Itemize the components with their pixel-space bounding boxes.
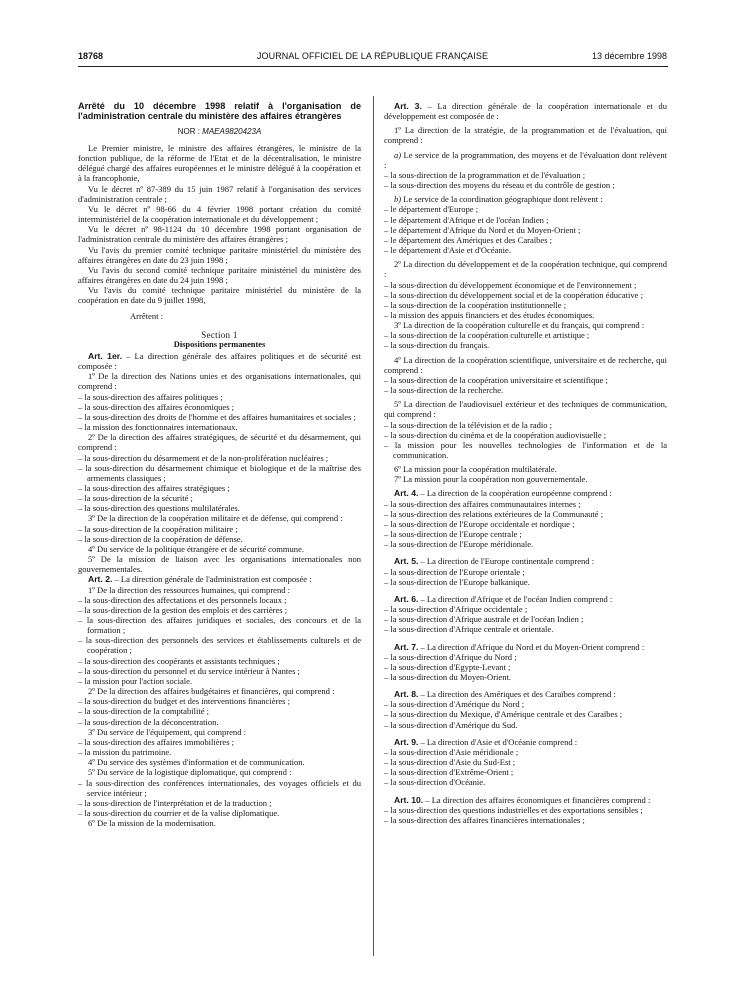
article-1-list-1 <box>78 392 361 433</box>
list-item: – la sous-direction du Mexique, d'Amérique centrale et des Caraïbes ; <box>384 709 667 719</box>
article-3-item-4: 4º La direction de la coopération scientifique, universitaire et de recherche, qui comprend : <box>384 354 667 375</box>
article-7-text: – La direction d'Afrique du Nord et du Moyen-Orient comprend : <box>418 641 645 652</box>
list-item: – la sous-direction d'Océanie. <box>384 777 667 787</box>
article-5-label: Art. 5. <box>394 556 419 567</box>
article-1-item-1: 1º De la direction des Nations unies et des organisations internationales, qui comprend : <box>78 371 361 392</box>
list-item: – la sous-direction des droits de l'homme et des affaires humanitaires et sociales ; <box>78 412 361 422</box>
list-item: – la sous-direction d'Amérique du Sud. <box>384 720 667 730</box>
list-item: – la sous-direction des affaires juridiques et sociales, des concours et de la formation ; <box>78 615 361 635</box>
preamble-paragraph: Vu l'avis du premier comité technique paritaire ministériel du ministère des affaires étrangères en date du 23 juin 1998 ; <box>78 244 361 265</box>
list-item: – la sous-direction d'Asie méridionale ; <box>384 747 667 757</box>
nor-reference <box>78 127 361 137</box>
article-6-intro <box>384 594 667 604</box>
list-item: – la sous-direction d'Egypte-Levant ; <box>384 662 667 672</box>
list-item: – la mission pour les nouvelles technologies de l'information et de la communication. <box>384 440 667 460</box>
article-1-intro <box>78 351 361 371</box>
list-item: – la sous-direction des conférences internationales, des voyages officiels et du service intérieur ; <box>78 778 361 798</box>
left-column <box>78 101 361 828</box>
article-2-list-3 <box>78 737 361 757</box>
article-2-item-6: 6º De la mission de la modernisation. <box>88 818 216 829</box>
preamble-paragraph: Vu le décret nº 98-66 du 4 février 1998 portant création du comité interministériel de la coopération internationale et du développement ; <box>78 203 361 225</box>
list-item: – la sous-direction de l'Europe orientale ; <box>384 567 667 577</box>
article-3-item-5: 5º La direction de l'audiovisuel extérieur et des techniques de communication, qui comprend : <box>384 399 667 420</box>
list-item: – la sous-direction des relations extérieures de la Communauté ; <box>384 509 667 519</box>
article-4-text: – La direction de la coopération européenne comprend : <box>418 488 612 499</box>
article-8-text: – La direction des Amériques et des Caraïbes comprend : <box>418 689 616 700</box>
preamble-paragraph: Le Premier ministre, le ministre des affaires étrangères, le ministre de la fonction publique, de la réforme de l'Etat et de la décentralisation, le ministre délégué chargé des affaires européennes et le ministre délégué à la coopération et à la francophonie, <box>78 142 361 184</box>
article-8-label: Art. 8. <box>394 689 419 700</box>
article-10-intro <box>384 795 667 805</box>
list-item: – la sous-direction de la recherche. <box>384 385 667 395</box>
list-item: – la sous-direction de la déconcentration. <box>78 717 361 727</box>
article-9-list <box>384 747 667 788</box>
list-item: – la sous-direction de la programmation et de l'évaluation ; <box>384 170 667 180</box>
article-3-list-4 <box>384 375 667 395</box>
list-item: – le département d'Asie et d'Océanie. <box>384 245 667 255</box>
article-7-list <box>384 652 667 682</box>
nor-value: MAEA9820423A <box>202 126 262 136</box>
list-item: – la sous-direction de la coopération culturelle et artistique ; <box>384 330 667 340</box>
article-1-label: Art. 1er. <box>88 350 123 361</box>
list-item: – la mission pour l'action sociale. <box>78 676 361 686</box>
journal-title: JOURNAL OFFICIEL DE LA RÉPUBLIQUE FRANÇAISE <box>256 51 489 61</box>
list-item: – la sous-direction de la gestion des emplois et des carrières ; <box>78 605 361 615</box>
arretent: Arrêtent : <box>130 311 163 322</box>
list-item: – la sous-direction d'Afrique australe et de l'océan Indien ; <box>384 614 667 624</box>
article-6-text: – La direction d'Afrique et de l'océan Indien comprend : <box>418 593 613 604</box>
header-rule <box>78 66 668 67</box>
list-item: – la sous-direction de l'Europe centrale ; <box>384 529 667 539</box>
list-item: – le département d'Europe ; <box>384 204 667 214</box>
article-2-list-2 <box>78 696 361 726</box>
article-2-text: – La direction générale de l'administration est composée : <box>112 574 312 585</box>
article-1-item-4: 4º Du service de la politique étrangère et de sécurité commune. <box>88 543 304 554</box>
article-1-text: – La direction générale des affaires politiques et de sécurité est composée : <box>78 350 361 372</box>
article-4-list <box>384 499 667 550</box>
list-item: – la sous-direction de la télévision et de la radio ; <box>384 420 667 430</box>
list-item: – la mission des appuis financiers et des études économiques. <box>384 310 667 320</box>
list-item: – la sous-direction de la coopération universitaire et scientifique ; <box>384 375 667 385</box>
article-7-label: Art. 7. <box>394 641 419 652</box>
preamble <box>78 143 361 306</box>
article-3-item-3: 3º La direction de la coopération culturelle et du français, qui comprend : <box>394 320 645 331</box>
list-item: – la sous-direction de la coopération institutionnelle ; <box>384 300 667 310</box>
article-3-list-a <box>384 170 667 190</box>
decree-title: Arrêté du 10 décembre 1998 relatif à l'organisation de l'administration centrale du ministère des affaires étrangères <box>78 101 361 122</box>
article-2-label: Art. 2. <box>88 574 113 585</box>
list-item: – la sous-direction du personnel et du service intérieur à Nantes ; <box>78 666 361 676</box>
article-3-item-1: 1º La direction de la stratégie, de la programmation et de l'évaluation, qui comprend : <box>384 125 667 146</box>
list-item: – la sous-direction du courrier et de la valise diplomatique. <box>78 808 361 818</box>
preamble-paragraph: Vu le décret nº 98-1124 du 10 décembre 1998 portant organisation de l'administration centrale du ministère des affaires étrangères ; <box>78 224 361 245</box>
section-title: Dispositions permanentes <box>173 339 266 349</box>
article-3-item-6: 6º La mission pour la coopération multilatérale. <box>394 464 557 475</box>
article-2-item-1: 1º De la direction des ressources humaines, qui comprend : <box>88 584 291 595</box>
article-9-label: Art. 9. <box>394 736 419 747</box>
article-9-intro <box>384 737 667 747</box>
sub-a-letter: a) <box>394 149 402 160</box>
list-item: – la sous-direction des personnels des services et établissements culturels et de coopération ; <box>78 635 361 655</box>
article-8-list <box>384 699 667 729</box>
article-5-text: – La direction de l'Europe continentale comprend : <box>418 556 595 567</box>
list-item: – le département d'Afrique et de l'océan Indien ; <box>384 215 667 225</box>
column-divider <box>373 96 374 956</box>
list-item: – la mission des fonctionnaires internationaux. <box>78 422 361 432</box>
article-1-item-5: 5º De la mission de liaison avec les organisations internationales non gouvernementales. <box>78 554 361 575</box>
list-item: – le département des Amériques et des Caraïbes ; <box>384 235 667 245</box>
list-item: – la sous-direction du désarmement et de la non-prolifération nucléaires ; <box>78 453 361 463</box>
article-5-intro <box>384 556 667 566</box>
preamble-paragraph: Vu le décret nº 87-389 du 15 juin 1987 relatif à l'organisation des services d'administration centrale ; <box>78 183 361 204</box>
article-3-item-2: 2º La direction du développement et de la coopération technique, qui comprend : <box>384 259 667 280</box>
list-item: – la sous-direction de la coopération de défense. <box>78 534 361 544</box>
list-item: – la sous-direction du cinéma et de la coopération audiovisuelle ; <box>384 430 667 440</box>
article-5-list <box>384 567 667 587</box>
sub-b-letter: b) <box>394 194 402 205</box>
list-item: – la sous-direction de la sécurité ; <box>78 493 361 503</box>
list-item: – la sous-direction de la comptabilité ; <box>78 706 361 716</box>
list-item: – la sous-direction des affaires communautaires internes ; <box>384 499 667 509</box>
list-item: – la sous-direction d'Afrique du Nord ; <box>384 652 667 662</box>
article-1-list-3 <box>78 524 361 544</box>
right-column <box>384 101 667 825</box>
list-item: – la sous-direction d'Afrique occidentale ; <box>384 604 667 614</box>
article-3-label: Art. 3. <box>394 101 422 111</box>
article-1-item-2: 2º De la direction des affaires stratégiques, de sécurité et du désarmement, qui comprend : <box>78 432 361 453</box>
article-1-item-3: 3º De la direction de la coopération militaire et de défense, qui comprend : <box>88 513 343 524</box>
article-3-sub-b <box>384 194 667 204</box>
article-1-list-2 <box>78 453 361 514</box>
list-item: – la sous-direction des affaires stratégiques ; <box>78 483 361 493</box>
article-10-list <box>384 805 667 825</box>
article-3-item-7: 7º La mission pour la coopération non gouvernementale. <box>394 474 588 485</box>
page-number: 18768 <box>78 51 104 61</box>
article-2-intro <box>78 574 361 584</box>
article-3-list-5 <box>384 420 667 461</box>
article-3-intro <box>384 101 667 121</box>
list-item: – la sous-direction des questions multilatérales. <box>78 503 361 513</box>
list-item: – le département d'Afrique du Nord et du Moyen-Orient ; <box>384 225 667 235</box>
list-item: – la sous-direction du développement économique et de l'environnement ; <box>384 280 667 290</box>
article-6-list <box>384 604 667 634</box>
sub-a-text: Le service de la programmation, des moyens et de l'évaluation dont relèvent : <box>384 149 667 170</box>
list-item: – la sous-direction d'Extrême-Orient ; <box>384 767 667 777</box>
page-header <box>78 51 667 65</box>
list-item: – la sous-direction des coopérants et assistants techniques ; <box>78 656 361 666</box>
preamble-paragraph: Vu l'avis du comité technique paritaire ministériel du ministère de la coopération en date du 9 juillet 1998, <box>78 285 361 306</box>
list-item: – la sous-direction du français. <box>384 340 667 350</box>
article-3-list-3 <box>384 330 667 350</box>
list-item: – la sous-direction des affectations et des personnels locaux ; <box>78 595 361 605</box>
list-item: – la sous-direction de l'interprétation et de la traduction ; <box>78 798 361 808</box>
article-6-label: Art. 6. <box>394 593 419 604</box>
section-heading: Section 1 <box>201 329 238 340</box>
list-item: – la sous-direction d'Asie du Sud-Est ; <box>384 757 667 767</box>
list-item: – la sous-direction des affaires immobilières ; <box>78 737 361 747</box>
list-item: – la sous-direction du Moyen-Orient. <box>384 672 667 682</box>
article-2-item-4: 4º Du service des systèmes d'information et de communication. <box>88 757 305 768</box>
article-2-item-2: 2º De la direction des affaires budgétaires et financières, qui comprend : <box>88 686 335 697</box>
list-item: – la sous-direction du désarmement chimique et biologique et de la maîtrise des armements classiques ; <box>78 463 361 483</box>
list-item: – la sous-direction du développement social et de la coopération éducative ; <box>384 290 667 300</box>
article-8-intro <box>384 689 667 699</box>
article-3-sub-a <box>384 150 667 170</box>
article-3-text: – La direction générale de la coopération internationale et du développement est composée de : <box>384 101 667 122</box>
article-4-label: Art. 4. <box>394 488 419 499</box>
list-item: – la sous-direction des questions industrielles et des exportations sensibles ; <box>384 805 667 815</box>
list-item: – la sous-direction des affaires politiques ; <box>78 392 361 402</box>
article-10-label: Art. 10. <box>394 794 424 805</box>
article-7-intro <box>384 642 667 652</box>
nor-label: NOR : <box>177 126 200 136</box>
article-2-list-1 <box>78 595 361 686</box>
issue-date: 13 décembre 1998 <box>591 51 667 61</box>
preamble-paragraph: Vu l'avis du second comité technique paritaire ministériel du ministère des affaires étrangères en date du 24 juin 1998 ; <box>78 264 361 285</box>
article-2-item-3: 3º Du service de l'équipement, qui comprend : <box>88 726 246 737</box>
article-9-text: – La direction d'Asie et d'Océanie comprend : <box>418 736 578 747</box>
list-item: – la sous-direction d'Afrique centrale et orientale. <box>384 624 667 634</box>
sub-b-text: Le service de la coordination géographique dont relèvent : <box>401 194 603 205</box>
article-10-text: – La direction des affaires économiques et financières comprend : <box>423 794 651 805</box>
list-item: – la sous-direction du budget et des interventions financières ; <box>78 696 361 706</box>
list-item: – la sous-direction de la coopération militaire ; <box>78 524 361 534</box>
list-item: – la sous-direction d'Amérique du Nord ; <box>384 699 667 709</box>
article-3-list-b <box>384 204 667 255</box>
list-item: – la mission du patrimoine. <box>78 747 361 757</box>
article-3-list-2 <box>384 280 667 321</box>
list-item: – la sous-direction des moyens du réseau et du contrôle de gestion ; <box>384 180 667 190</box>
article-4-intro <box>384 488 667 498</box>
list-item: – la sous-direction de l'Europe balkanique. <box>384 577 667 587</box>
article-2-item-5: 5º Du service de la logistique diplomatique, qui comprend : <box>88 767 292 778</box>
list-item: – la sous-direction de l'Europe méridionale. <box>384 539 667 549</box>
list-item: – la sous-direction de l'Europe occidentale et nordique ; <box>384 519 667 529</box>
list-item: – la sous-direction des affaires financières internationales ; <box>384 815 667 825</box>
article-2-list-5 <box>78 778 361 819</box>
list-item: – la sous-direction des affaires économiques ; <box>78 402 361 412</box>
